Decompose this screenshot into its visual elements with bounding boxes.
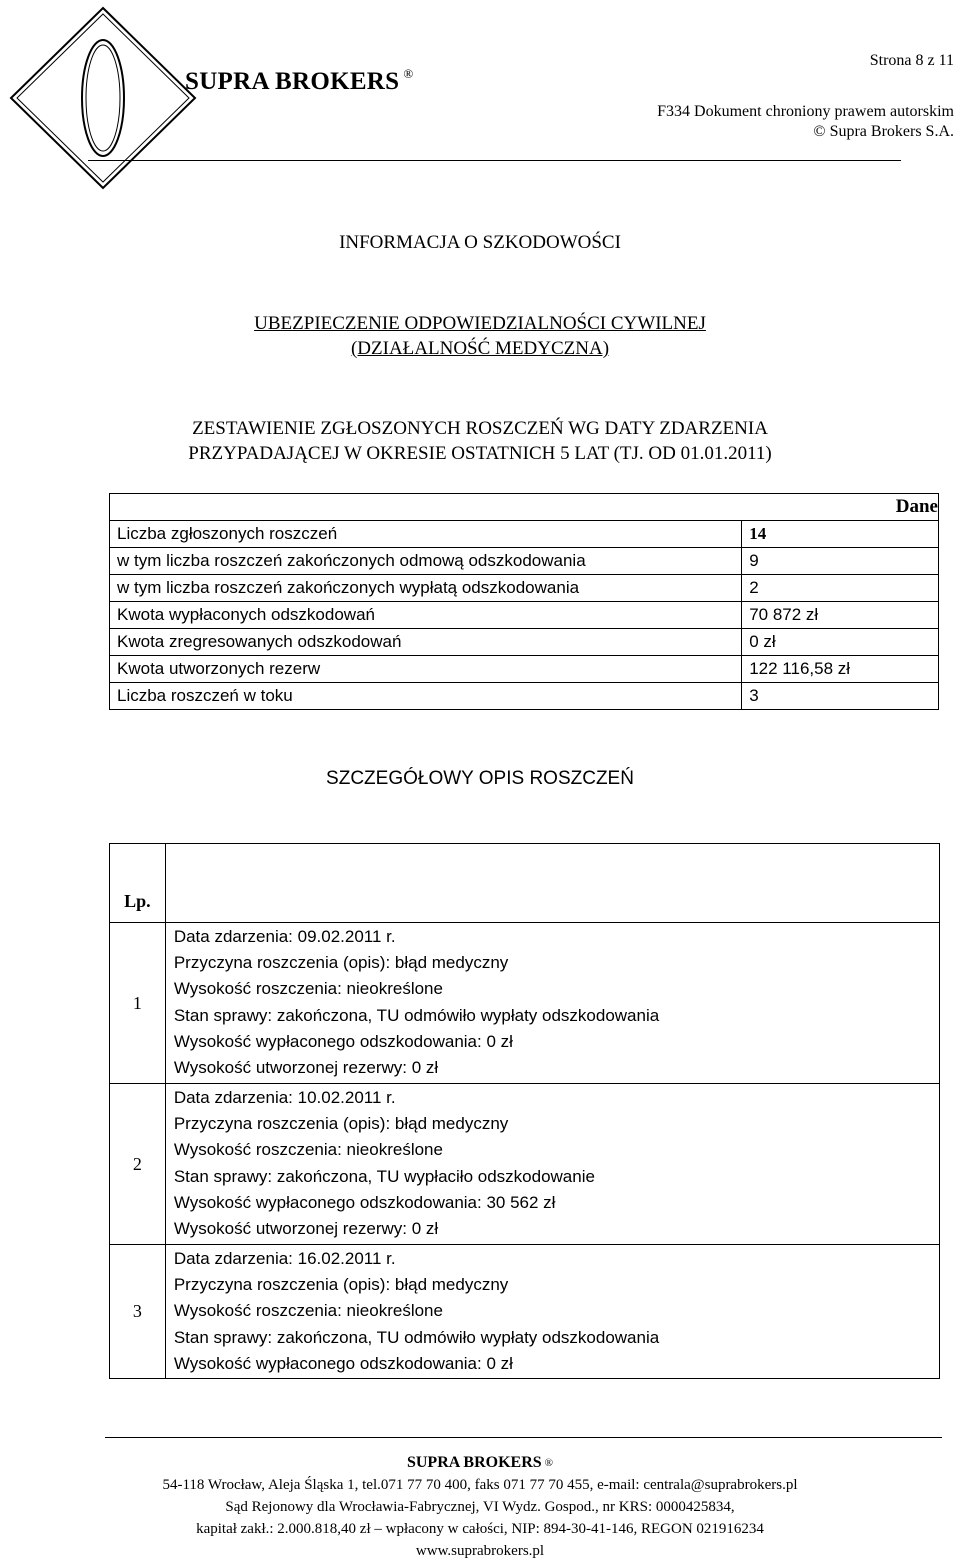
claim-paid: Wysokość wypłaconego odszkodowania: 0 zł (173, 1353, 513, 1373)
copyright-line: © Supra Brokers S.A. (813, 123, 954, 140)
summary-row (110, 521, 939, 548)
claim-status: Stan sprawy: zakończona, TU odmówiło wypłaty odszkodowania (173, 1005, 660, 1025)
summary-title-line2: PRZYPADAJĄCEJ W OKRESIE OSTATNICH 5 LAT (TJ. OD 01.01.2011) (188, 443, 772, 464)
summary-label: Liczba zgłoszonych roszczeń (110, 521, 742, 548)
summary-value: 2 (742, 575, 939, 602)
claim-cause: Przyczyna roszczenia (opis): błąd medyczny (173, 953, 509, 973)
footer-capital: kapitał zakł.: 2.000.818,40 zł – wpłacony w całości, NIP: 894-30-41-146, REGON 021916234 (196, 1521, 764, 1537)
details-header-row (110, 844, 940, 923)
details-section-title: SZCZEGÓŁOWY OPIS ROSZCZEŃ (326, 768, 634, 789)
registered-mark: ® (544, 1457, 554, 1469)
claim-reserve: Wysokość utworzonej rezerwy: 0 zł (173, 1219, 439, 1239)
header-brand: SUPRA BROKERS ® (185, 66, 414, 95)
summary-label: w tym liczba roszczeń zakończonych wypłatą odszkodowania (110, 575, 742, 602)
summary-label: Kwota utworzonych rezerw (110, 656, 742, 683)
copyright-notice (657, 102, 954, 142)
summary-header-dane: Dane (110, 494, 939, 521)
summary-value: 70 872 zł (742, 602, 939, 629)
summary-title (0, 416, 960, 466)
header-divider (88, 160, 901, 161)
registered-mark: ® (403, 66, 414, 81)
footer-court: Sąd Rejonowy dla Wrocławia-Fabrycznej, VI Wydz. Gospod., nr KRS: 0000425834, (225, 1499, 735, 1515)
summary-value: 14 (742, 521, 939, 548)
summary-header-row (110, 494, 939, 521)
claim-row (110, 923, 940, 1084)
claim-cause: Przyczyna roszczenia (opis): błąd medyczny (173, 1114, 509, 1134)
details-table (109, 843, 940, 1379)
claim-amount: Wysokość roszczenia: nieokreślone (173, 1301, 443, 1321)
claim-cause: Przyczyna roszczenia (opis): błąd medyczny (173, 1275, 509, 1295)
page-info: Strona 8 z 11 (869, 52, 954, 69)
footer-divider (105, 1437, 942, 1438)
summary-label: Kwota wypłaconych odszkodowań (110, 602, 742, 629)
details-header-desc (165, 844, 939, 923)
claim-description (165, 1245, 939, 1379)
protected-line: F334 Dokument chroniony prawem autorskim (657, 103, 954, 120)
summary-row (110, 629, 939, 656)
claim-number: 2 (110, 1084, 166, 1245)
claim-paid: Wysokość wypłaconego odszkodowania: 0 zł (173, 1031, 513, 1051)
lp-header: Lp. (110, 844, 166, 923)
diamond-o-logo-icon (0, 0, 205, 195)
summary-label: Liczba roszczeń w toku (110, 683, 742, 710)
claim-status: Stan sprawy: zakończona, TU odmówiło wypłaty odszkodowania (173, 1327, 660, 1347)
claim-row (110, 1084, 940, 1245)
claim-date: Data zdarzenia: 10.02.2011 r. (173, 1088, 396, 1107)
claim-description (165, 923, 939, 1084)
insurance-type-line2: (DZIAŁALNOŚĆ MEDYCZNA) (350, 338, 610, 359)
claim-amount: Wysokość roszczenia: nieokreślone (173, 1140, 443, 1160)
claim-row (110, 1245, 940, 1379)
footer-brand: SUPRA BROKERS ® (406, 1454, 554, 1471)
claim-reserve: Wysokość utworzonej rezerwy: 0 zł (173, 1058, 439, 1078)
summary-value: 122 116,58 zł (742, 656, 939, 683)
claim-date: Data zdarzenia: 09.02.2011 r. (173, 927, 396, 946)
claim-status: Stan sprawy: zakończona, TU wypłaciło odszkodowanie (173, 1166, 595, 1186)
summary-value: 9 (742, 548, 939, 575)
summary-row (110, 656, 939, 683)
claim-number: 3 (110, 1245, 166, 1379)
summary-label: w tym liczba roszczeń zakończonych odmową odszkodowania (110, 548, 742, 575)
summary-row (110, 683, 939, 710)
footer-website: www.suprabrokers.pl (415, 1543, 545, 1559)
claim-date: Data zdarzenia: 16.02.2011 r. (173, 1249, 396, 1268)
insurance-type-line1: UBEZPIECZENIE ODPOWIEDZIALNOŚCI CYWILNEJ (254, 313, 706, 334)
summary-table (109, 493, 939, 710)
summary-title-line1: ZESTAWIENIE ZGŁOSZONYCH ROSZCZEŃ WG DATY ZDARZENIA (192, 418, 768, 439)
summary-row (110, 548, 939, 575)
claim-amount: Wysokość roszczenia: nieokreślone (173, 979, 443, 999)
summary-value: 0 zł (742, 629, 939, 656)
footer-address: 54-118 Wrocław, Aleja Śląska 1, tel.071 77 70 400, faks 071 77 70 455, e-mail: centrala@suprabrokers.pl (162, 1477, 798, 1493)
summary-row (110, 602, 939, 629)
claim-paid: Wysokość wypłaconego odszkodowania: 30 562 zł (173, 1192, 556, 1212)
document-title: INFORMACJA O SZKODOWOŚCI (339, 232, 621, 253)
summary-value: 3 (742, 683, 939, 710)
summary-row (110, 575, 939, 602)
summary-label: Kwota zregresowanych odszkodowań (110, 629, 742, 656)
claim-description (165, 1084, 939, 1245)
insurance-type-title (0, 311, 960, 361)
claim-number: 1 (110, 923, 166, 1084)
